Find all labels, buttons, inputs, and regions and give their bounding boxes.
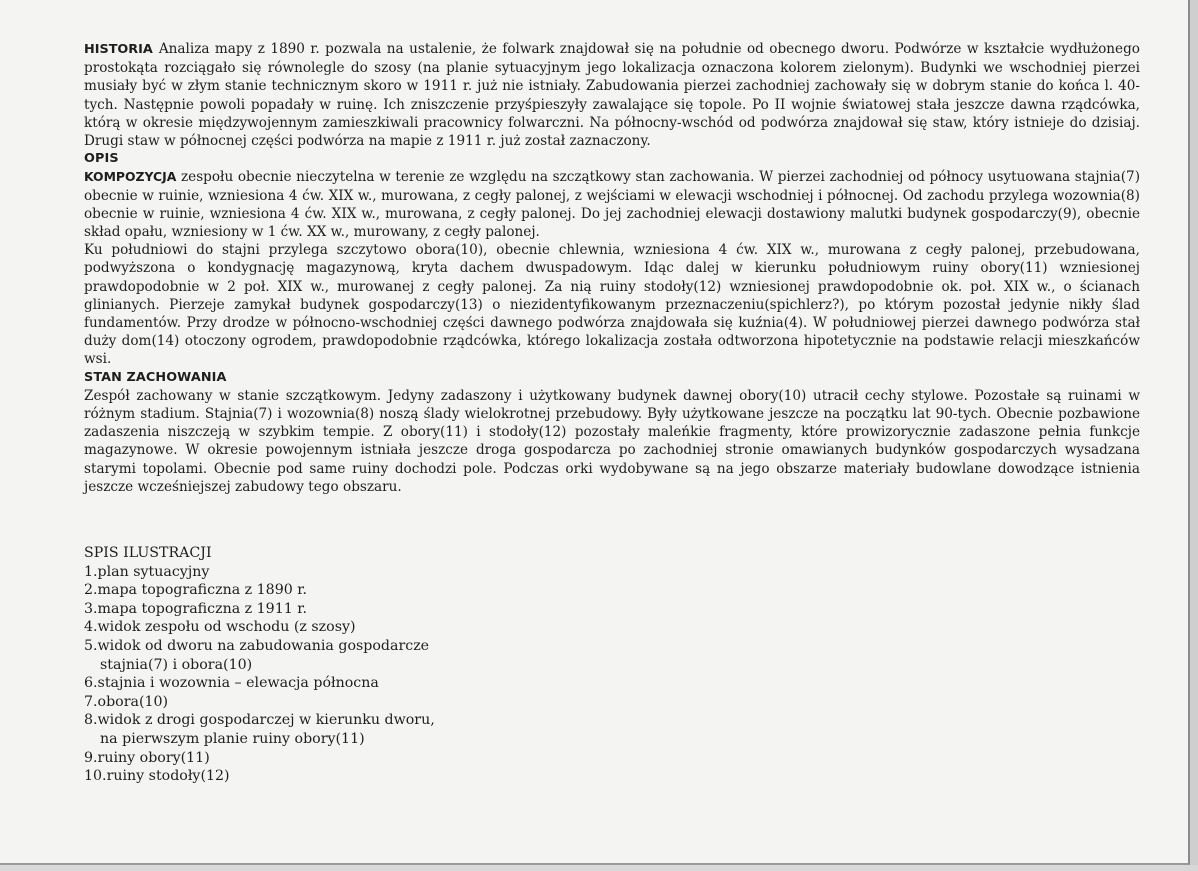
historia-heading: HISTORIA xyxy=(84,42,153,57)
list-item xyxy=(84,749,684,768)
list-item xyxy=(84,600,684,619)
list-item xyxy=(84,637,684,674)
list-item-text: 1.plan sytuacyjny xyxy=(84,563,210,580)
list-item-text: 8.widok z drogi gospodarczej w kierunku dworu, xyxy=(84,712,435,729)
list-item xyxy=(84,581,684,600)
historia-text: Analiza mapy z 1890 r. pozwala na ustalenie, że folwark znajdował się na południe od obecnego dworu. Podwórze w kształcie wydłużonego prostokąta rozciągało się równolegle do szosy (na planie sytuacyjnym jego lokalizacja oznaczona kolorem zielonym). Budynki we wschodniej pierzei musiały być w złym stanie technicznym skoro w 1911 r. już nie istniały. Zabudowania pierzei zachodniej zachowały się w dobrym stanie do końca l. 40-tych. Następnie powoli popadały w ruinę. Ich zniszczenie przyśpieszyły zawalające się topole. Po II wojnie światowej stała jeszcze dawna rządcówka, którą w okresie międzywojennym zamieszkiwali pracownicy folwarczni. Na północny-wschód od podwórza znajdował się staw, który istnieje do dzisiaj. Drugi staw w północnej części podwórza na mapie z 1911 r. już został zaznaczony. xyxy=(84,41,1140,150)
list-item-text: 6.stajnia i wozownia – elewacja północna xyxy=(84,675,379,692)
list-item-text: 10.ruiny stodoły(12) xyxy=(84,768,230,785)
list-item-text: 2.mapa topograficzna z 1890 r. xyxy=(84,582,308,599)
opis-paragraph-2: Ku południowi do stajni przylega szczytowo obora(10), obecnie chlewnia, wzniesiona 4 ćw. XIX w., murowana z cegły palonej, przebudowana, podwyższona o kondygnację magazynową, kryta dachem dwuspadowym. Idąc dalej w kierunku południowym ruiny obory(11) wzniesionej prawdopodobnie w 2 poł. XIX w., murowanej z cegły palonej. Za nią ruiny stodoły(12) wzniesionej prawdopodobnie ok. poł. XIX w., o ścianach glinianych. Pierzeje zamykał budynek gospodarczy(13) o niezidentyfikowanym przeznaczeniu(spichlerz?), po którym pozostał jedynie nikły ślad fundamentów. Przy drodze w północno-wschodniej części dawnego podwórza znajdowała się kuźnia(4). W południowej pierzei dawnego podwórza stał duży dom(14) otoczony ogrodem, prawdopodobnie rządcówka, którego lokalizacja została odtworzona hipotetycznie na podstawie relacji mieszkańców wsi. xyxy=(84,242,1140,368)
scan-edge-right xyxy=(1190,0,1198,871)
illustrations-list-title: SPIS ILUSTRACJI xyxy=(84,545,212,561)
list-item xyxy=(84,674,684,693)
stan-zachowania-text: Zespół zachowany w stanie szczątkowym. Jedyny zadaszony i użytkowany budynek dawnej obory(10) utracił cechy stylowe. Pozostałe są ruinami w różnym stadium. Stajnia(7) i wozownia(8) noszą ślady wielokrotnej przebudowy. Były użytkowane jeszcze na początku lat 90-tych. Obecnie pozbawione zadaszenia niszczeją w szybkim tempie. Z obory(11) i stodoły(12) pozostały maleńkie fragmenty, które prowizorycznie zadaszone pełnia funkcje magazynowe. W okresie powojennym istniała jeszcze droga gospodarcza po zachodniej stronie omawianych budynków gospodarczych wysadzana starymi topolami. Obecnie pod same ruiny dochodzi pole. Podczas orki wydobywane są na jego obszarze materiały budowlane dowodzące istnienia jeszcze wcześniejszej zabudowy tego obszaru. xyxy=(84,387,1140,495)
historia-paragraph xyxy=(84,40,1140,150)
list-item-text: 5.widok od dworu na zabudowania gospodarcze xyxy=(84,637,430,654)
list-item xyxy=(84,711,684,748)
list-item-text: 7.obora(10) xyxy=(84,693,169,710)
illustrations-list xyxy=(84,544,684,786)
document-body xyxy=(84,40,1140,496)
list-item xyxy=(84,767,684,786)
scan-edge-bottom xyxy=(0,865,1198,871)
list-item xyxy=(84,563,684,582)
kompozycja-heading: KOMPOZYCJA xyxy=(84,169,177,185)
list-item-text: 3.mapa topograficzna z 1911 r. xyxy=(84,600,308,617)
list-item xyxy=(84,618,684,637)
list-item-continuation: na pierwszym planie ruiny obory(11) xyxy=(100,730,365,747)
stan-zachowania-heading: STAN ZACHOWANIA xyxy=(84,369,227,385)
list-item xyxy=(84,693,684,712)
list-item-text: 9.ruiny obory(11) xyxy=(84,749,210,766)
opis-heading: OPIS xyxy=(84,151,119,167)
list-item-text: 4.widok zespołu od wschodu (z szosy) xyxy=(84,619,356,636)
kompozycja-text: zespołu obecnie nieczytelna w terenie ze względu na szczątkowy stan zachowania. W pierzei zachodniej od północy usytuowana stajnia(7) obecnie w ruinie, wzniesiona 4 ćw. XIX w., murowana, z cegły palonej, z wejściami w elewacji wschodniej i północnej. Od zachodu przylega wozownia(8) obecnie w ruinie, wzniesiona 4 ćw. XIX w., murowana, z cegły palonej. Do jej zachodniej elewacji dostawiony malutki budynek gospodarczy(9), obecnie skład opału, wzniesiony w 1 ćw. XX w., murowany, z cegły palonej. xyxy=(84,169,1140,241)
list-item-continuation: stajnia(7) i obora(10) xyxy=(100,656,253,673)
kompozycja-paragraph xyxy=(84,168,1140,241)
